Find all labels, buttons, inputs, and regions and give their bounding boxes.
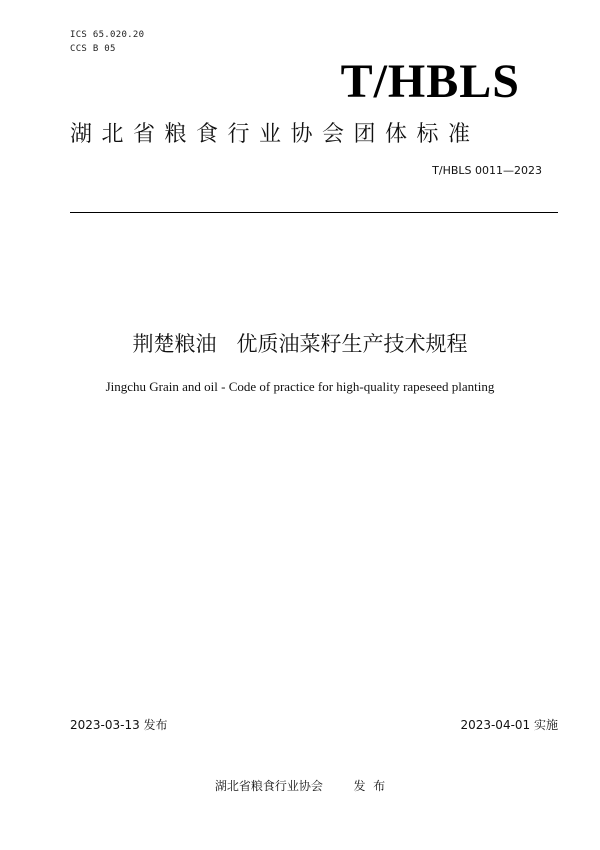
issue-date: 2023-03-13 发布: [70, 718, 168, 732]
implementation-date: 2023-04-01 实施: [460, 718, 558, 732]
standard-number: T/HBLS 0011—2023: [432, 164, 542, 177]
header-divider: [70, 212, 558, 213]
publisher-line: 湖北省粮食行业协会 发 布: [214, 779, 386, 793]
document-title-english: Jingchu Grain and oil - Code of practice for high-quality rapeseed planting: [105, 379, 495, 394]
ics-code: ICS 65.020.20: [70, 30, 145, 40]
association-standard-heading: 湖北省粮食行业协会团体标准: [70, 122, 480, 147]
ccs-code: CCS B 05: [70, 44, 116, 54]
standard-brand-logo: T/HBLS: [340, 55, 520, 108]
document-title-chinese: 荆楚粮油 优质油菜籽生产技术规程: [132, 332, 468, 356]
